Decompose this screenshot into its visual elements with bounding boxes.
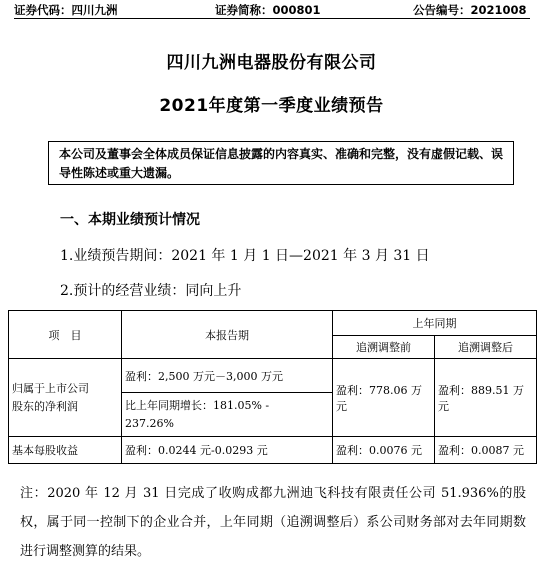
row-net-profit-range: 盈利：2,500 万元－3,000 万元 <box>122 359 333 393</box>
header-current-period: 本报告期 <box>122 311 333 359</box>
disclosure-notice: 本公司及董事会全体成员保证信息披露的内容真实、准确和完整，没有虚假记载、误导性陈述或重大遗漏。 <box>48 141 514 185</box>
row-net-profit-after: 盈利：889.51 万元 <box>435 359 537 437</box>
header-rule <box>14 18 530 19</box>
row-eps-after: 盈利：0.0087 元 <box>435 437 537 464</box>
row-eps-before: 盈利：0.0076 元 <box>333 437 435 464</box>
row-net-profit-growth: 比上年同期增长：181.05% - 237.26% <box>122 393 333 437</box>
announcement-number: 公告编号：2021008 <box>413 3 527 17</box>
row-eps-current: 盈利：0.0244 元-0.0293 元 <box>122 437 333 464</box>
header-before-adjustment: 追溯调整前 <box>333 336 435 359</box>
header-after-adjustment: 追溯调整后 <box>435 336 537 359</box>
row-eps-label: 基本每股收益 <box>9 437 122 464</box>
row-net-profit-before: 盈利：778.06 万元 <box>333 359 435 437</box>
footnote: 注：2020 年 12 月 31 日完成了收购成都九洲迪飞科技有限责任公司 51.936%的股权，属于同一控制下的企业合并，上年同期（追溯调整后）系公司财务部对去年同期数进行调整测算的结果。 <box>20 486 526 559</box>
stock-short-name: 证券简称：000801 <box>215 3 321 17</box>
expected-performance: 2.预计的经营业绩：同向上升 <box>60 283 242 299</box>
report-title: 2021年度第一季度业绩预告 <box>159 96 384 116</box>
row-net-profit-label: 归属于上市公司 股东的净利润 <box>9 359 122 437</box>
forecast-period: 1.业绩预告期间：2021 年 1 月 1 日—2021 年 3 月 31 日 <box>60 248 430 264</box>
header-item: 项 目 <box>9 311 122 359</box>
performance-table <box>8 310 537 464</box>
header-prior-period: 上年同期 <box>333 311 537 336</box>
stock-code: 证券代码：四川九洲 <box>14 3 118 17</box>
company-title: 四川九洲电器股份有限公司 <box>166 53 377 73</box>
section-heading: 一、本期业绩预计情况 <box>60 212 200 228</box>
